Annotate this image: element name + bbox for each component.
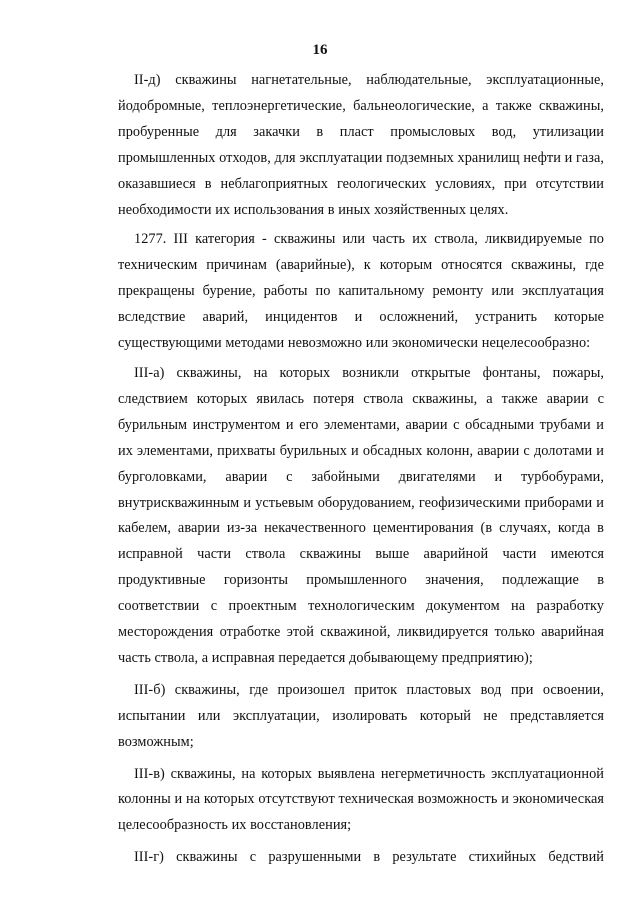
paragraph-iii-v: III-в) скважины, на которых выявлена негерметичность эксплуатационной колонны и на которых отсутствуют техническая возможность и экономическая целесообразность их восстановления;: [118, 765, 604, 834]
page-number: 16: [312, 42, 328, 58]
paragraph-1277: 1277. III категория - скважины или часть их ствола, ликвидируемые по техническим причинам (аварийные), к которым относятся скважины, где прекращены бурение, работы по капитальному ремонту или эксплуатация вследствие аварий, инцидентов и осложнений, устранить которые существующими методами невозможно или экономически нецелесообразно:: [118, 231, 604, 352]
paragraph-iii-b: III-б) скважины, где произошел приток пластовых вод при освоении, испытании или эксплуатации, изолировать который не представляется возможным;: [118, 681, 604, 750]
paragraph-iii-a: III-а) скважины, на которых возникли открытые фонтаны, пожары, следствием которых явилась потеря ствола скважины, а также аварии с бурильным инструментом и его элементами, аварии с обсадными трубами и их элементами, прихваты бурильных и обсадных колонн, аварии с долотами и бурголовками, аварии с забойными двигателями и турбобурами, внутрискважинным и устьевым оборудованием, геофизическими приборами и кабелем, аварии из-за некачественного цементирования (в случаях, когда в исправной части ствола скважины выше аварийной части имеются продуктивные горизонты промышленного значения, подлежащие в соответствии с проектным технологическим документом на разработку месторождения отработке этой скважиной, ликвидируется только аварийная часть ствола, а исправная передается добывающему предприятию);: [118, 364, 604, 666]
paragraph-iii-g: III-г) скважины с разрушенными в результате стихийных бедствий: [134, 849, 604, 866]
paragraph-ii-d: II-д) скважины нагнетательные, наблюдательные, эксплуатационные, йодобромные, теплоэнергетические, бальнеологические, а также скважины, пробуренные для закачки в пласт промысловых вод, утилизации промышленных отходов, для эксплуатации подземных хранилищ нефти и газа, оказавшиеся в неблагоприятных геологических условиях, при отсутствии необходимости их использования в иных хозяйственных целях.: [118, 72, 604, 218]
document-body: [118, 68, 604, 871]
